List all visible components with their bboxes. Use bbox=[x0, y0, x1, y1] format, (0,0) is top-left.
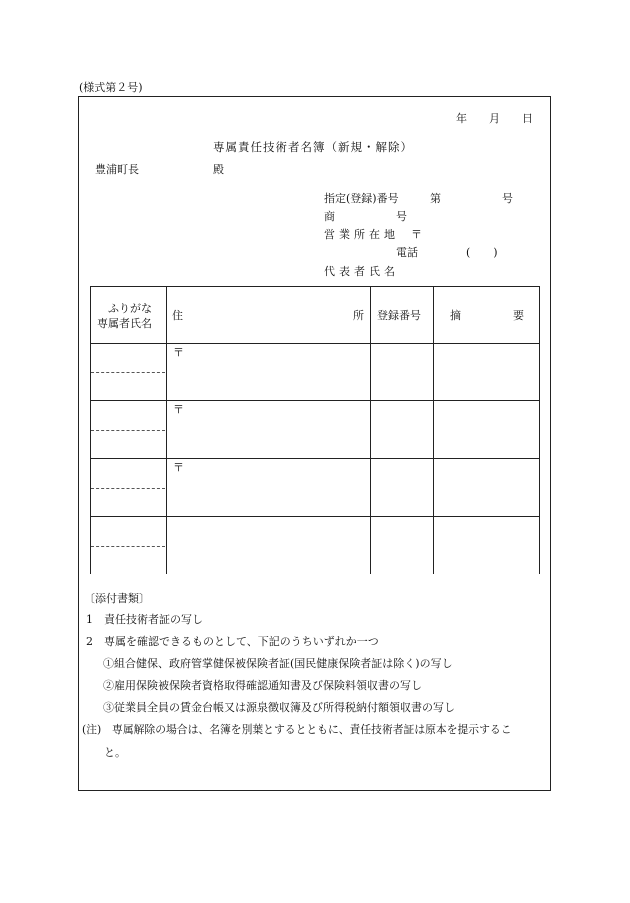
attachment-item-1: 1 責任技術者証の写し bbox=[86, 613, 203, 626]
attachment-item-2: 2 専属を確認できるものとして、下記のうちいずれか一つ bbox=[86, 635, 379, 648]
header-address-left: 住 bbox=[172, 309, 183, 322]
phone-parens: ( ) bbox=[466, 246, 504, 259]
addressee-name: 豊浦町長 bbox=[95, 163, 139, 176]
date-year: 年 bbox=[456, 112, 467, 125]
page-title: 専属責任技術者名簿（新規・解除） bbox=[213, 140, 413, 154]
note-line-2: と。 bbox=[104, 746, 126, 759]
date-day: 日 bbox=[522, 112, 533, 125]
phone-label: 電話 bbox=[396, 246, 418, 259]
note-line-1: (注) 専属解除の場合は、名簿を別葉とするとともに、責任技術者証は原本を提示するこ bbox=[82, 723, 512, 736]
attachment-sub-1: ①組合健保、政府管掌健保被保険者証(国民健康保険者証は除く)の写し bbox=[103, 657, 453, 670]
representative-label: 代表者氏名 bbox=[324, 265, 399, 278]
header-staff-name: 専属者氏名 bbox=[97, 317, 152, 330]
postal-mark: 〒 bbox=[411, 228, 422, 241]
table-row-postal: 〒 bbox=[173, 461, 184, 474]
header-remarks-right: 要 bbox=[513, 309, 524, 322]
reg-number-label: 指定(登録)番号 bbox=[324, 192, 399, 205]
table-row-postal: 〒 bbox=[173, 346, 184, 359]
attachments-heading: 〔添付書類〕 bbox=[84, 592, 150, 605]
office-address-label: 営業所在地 bbox=[324, 228, 399, 241]
form-label: (様式第２号) bbox=[79, 81, 143, 94]
attachment-sub-3: ③従業員全員の賃金台帳又は源泉徴収簿及び所得税納付額領収書の写し bbox=[103, 701, 455, 714]
attachment-sub-2: ②雇用保険被保険者資格取得確認通知書及び保険料領収書の写し bbox=[103, 679, 422, 692]
addressee-honorific: 殿 bbox=[213, 163, 224, 176]
table-row-postal: 〒 bbox=[173, 403, 184, 416]
reg-number-go: 号 bbox=[502, 192, 513, 205]
trade-name-char2: 号 bbox=[396, 210, 407, 223]
header-furigana: ふりがな bbox=[108, 302, 152, 315]
header-remarks-left: 摘 bbox=[450, 309, 461, 322]
date-month: 月 bbox=[489, 112, 500, 125]
header-reg-number: 登録番号 bbox=[377, 309, 421, 322]
header-address-right: 所 bbox=[353, 309, 364, 322]
reg-number-dai: 第 bbox=[430, 192, 441, 205]
trade-name-char1: 商 bbox=[324, 210, 335, 223]
